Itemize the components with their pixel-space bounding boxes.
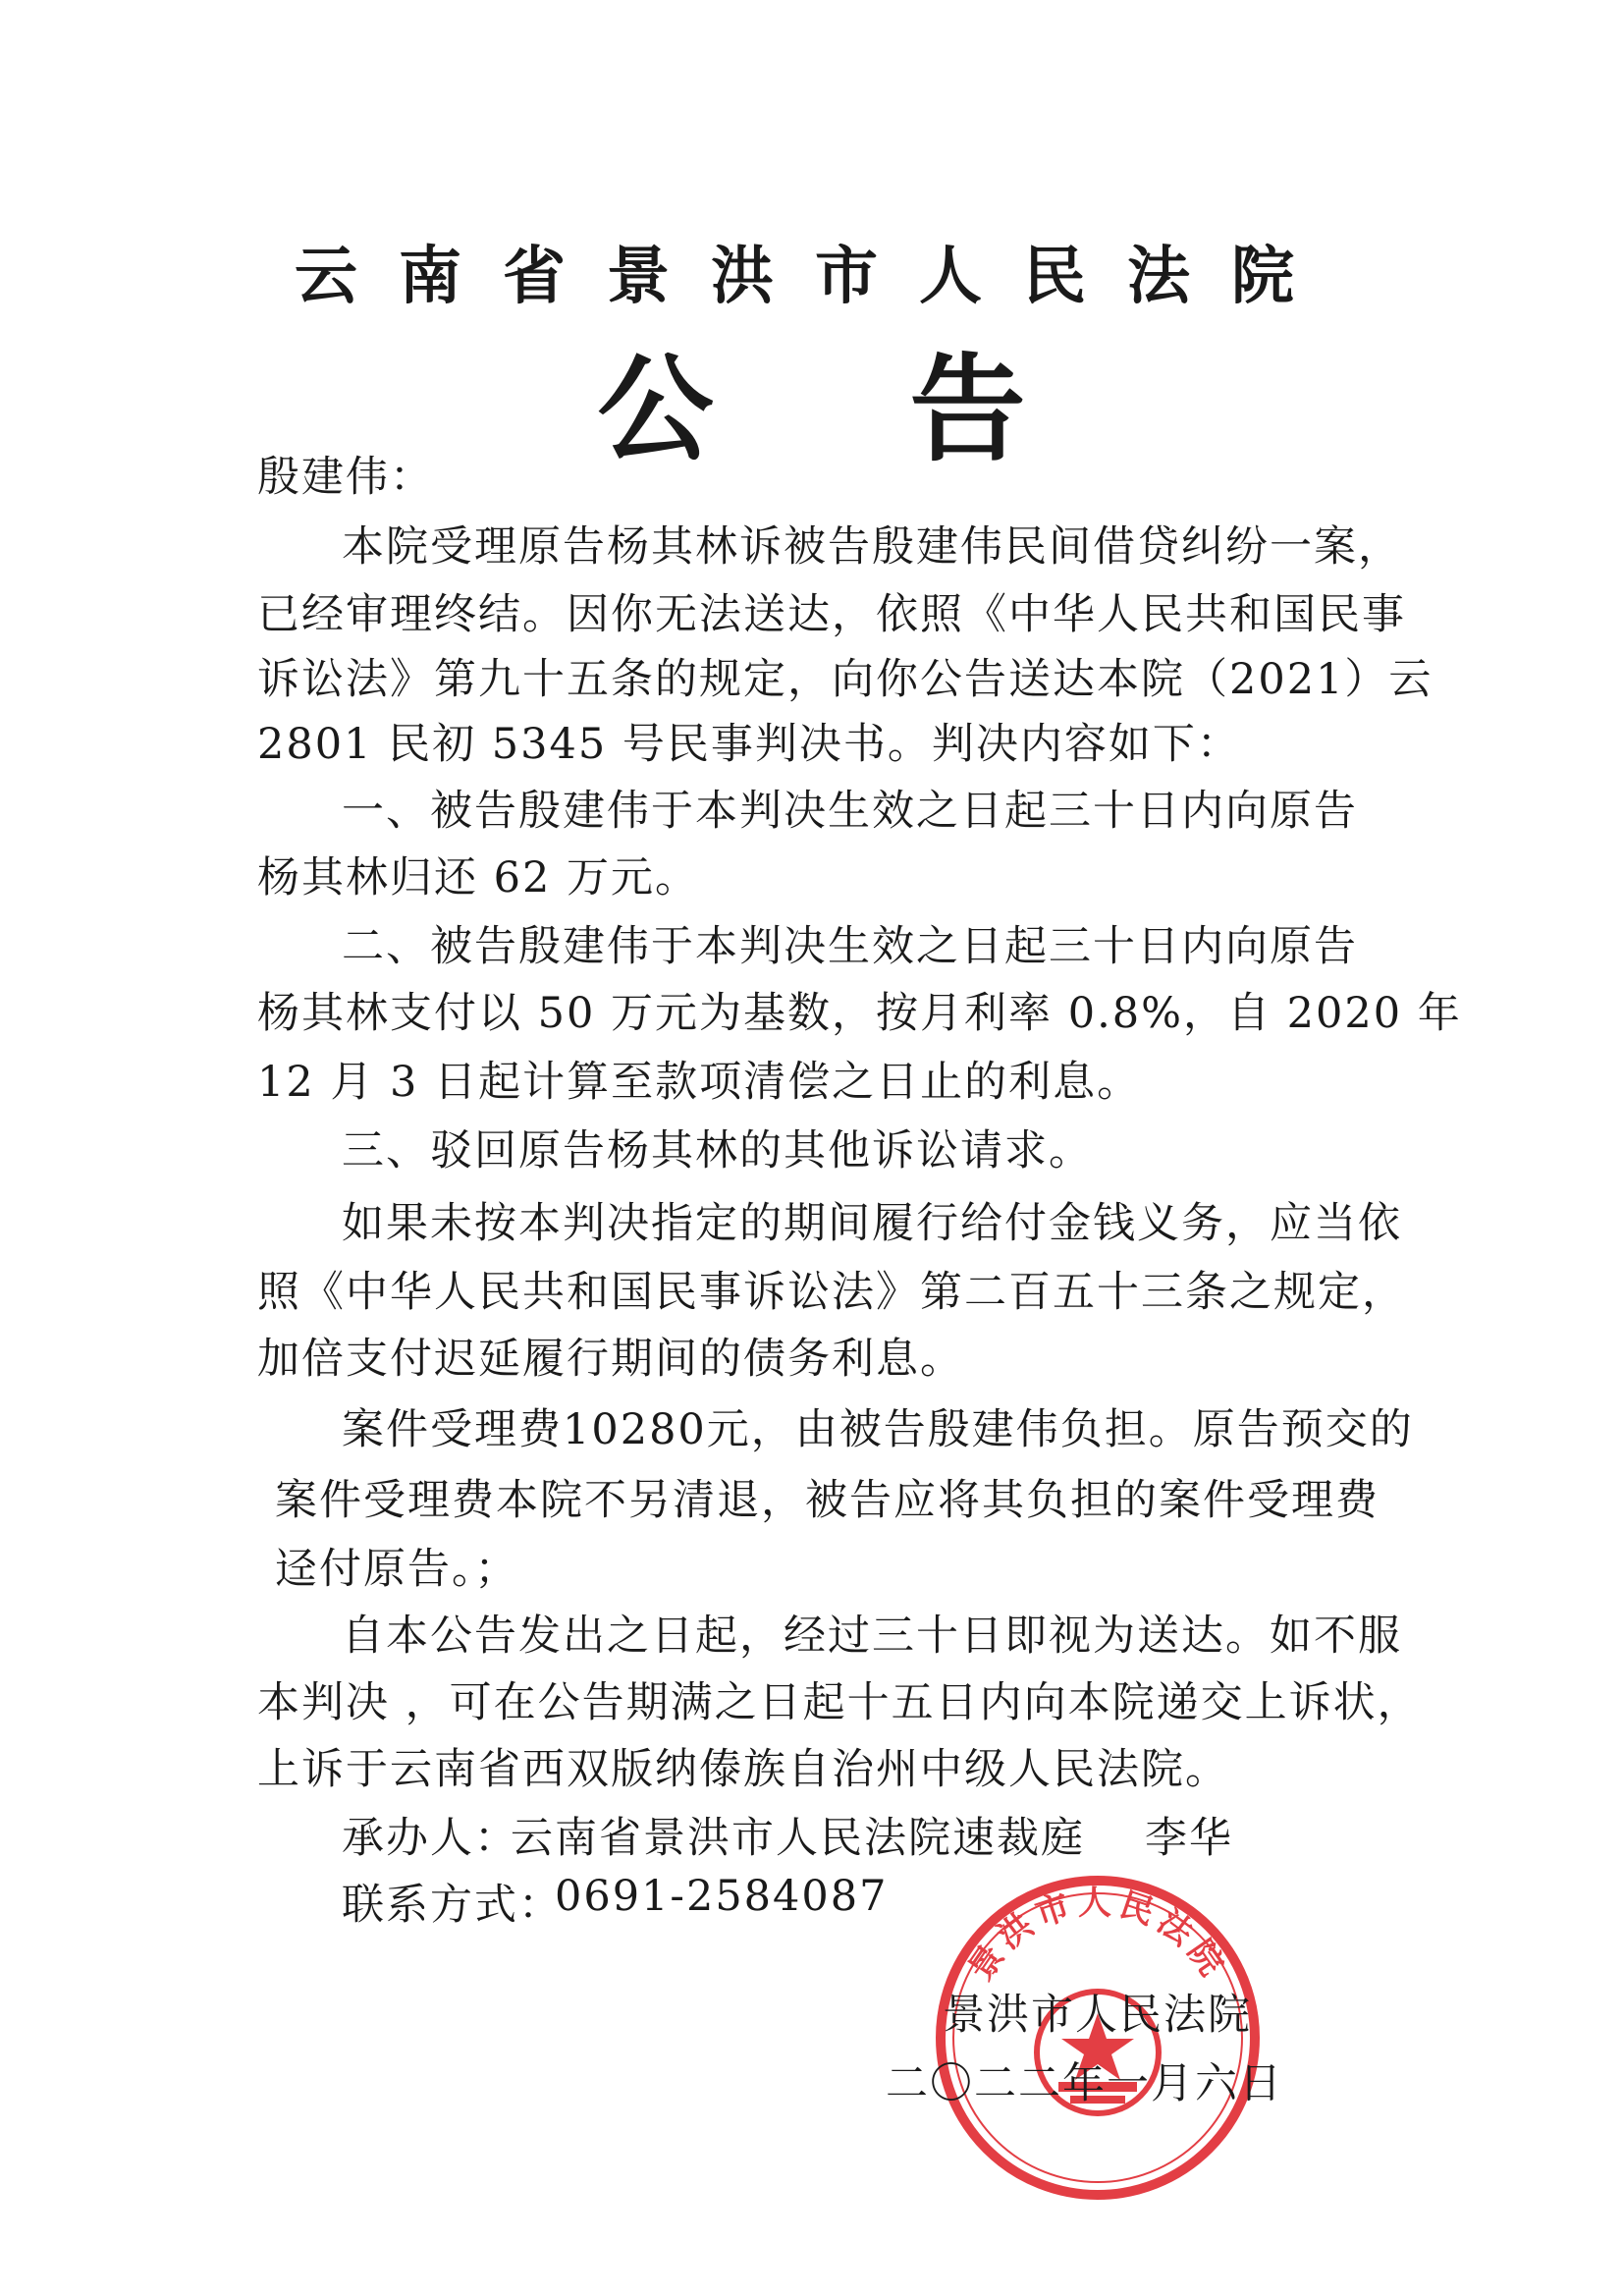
body-line: 杨其林归还 62 万元。 [257, 853, 700, 902]
document-type-heading: 公告 [597, 342, 1222, 477]
body-line: 如果未按本判决指定的期间履行给付金钱义务，应当依 [342, 1199, 1402, 1248]
handler-department: 云南省景洪市人民法院速裁庭 [511, 1814, 1085, 1863]
body-line: 一、被告殷建伟于本判决生效之日起三十日内向原告 [342, 787, 1358, 836]
body-line: 已经审理终结。因你无法送达，依照《中华人民共和国民事 [257, 590, 1406, 639]
body-line: 本判决 ，可在公告期满之日起十五日内向本院递交上诉状， [257, 1678, 1422, 1727]
body-line: 迳付原告。； [275, 1545, 519, 1594]
addressee: 殷建伟： [257, 453, 434, 502]
body-line: 12 月 3 日起计算至款项清偿之日止的利息。 [257, 1058, 1142, 1107]
body-line: 加倍支付迟延履行期间的债务利息。 [257, 1335, 964, 1384]
contact-phone: 0691-2584087 [555, 1872, 889, 1921]
body-line: 诉讼法》第九十五条的规定，向你公告送达本院（2021）云 [257, 655, 1434, 704]
body-line: 三、驳回原告杨其林的其他诉讼请求。 [342, 1126, 1093, 1175]
court-name-heading: 云南省景洪市人民法院 [295, 241, 1335, 313]
body-line: 案件受理费10280元，由被告殷建伟负担。原告预交的 [342, 1405, 1414, 1454]
body-line: 杨其林支付以 50 万元为基数，按月利率 0.8%，自 2020 年 [257, 989, 1462, 1038]
signature-court: 景洪市人民法院 [943, 1991, 1252, 2040]
body-line: 2801 民初 5345 号民事判决书。判决内容如下： [257, 720, 1241, 769]
contact-label: 联系方式： [342, 1881, 563, 1930]
body-line: 二、被告殷建伟于本判决生效之日起三十日内向原告 [342, 922, 1358, 971]
body-line: 上诉于云南省西双版纳傣族自治州中级人民法院。 [257, 1745, 1229, 1794]
body-line: 自本公告发出之日起，经过三十日即视为送达。如不服 [342, 1612, 1402, 1661]
handler-label: 承办人： [342, 1814, 518, 1863]
body-line: 照《中华人民共和国民事诉讼法》第二百五十三条之规定， [257, 1268, 1406, 1317]
signature-date: 二〇二二年一月六日 [886, 2059, 1283, 2108]
body-line: 本院受理原告杨其林诉被告殷建伟民间借贷纠纷一案， [342, 522, 1402, 572]
seal-text: 景洪市人民法院 [960, 1883, 1235, 1989]
body-line: 案件受理费本院不另清退，被告应将其负担的案件受理费 [275, 1476, 1380, 1525]
svg-text:景洪市人民法院 [961, 1884, 1234, 1988]
handler-name: 李华 [1145, 1814, 1233, 1863]
